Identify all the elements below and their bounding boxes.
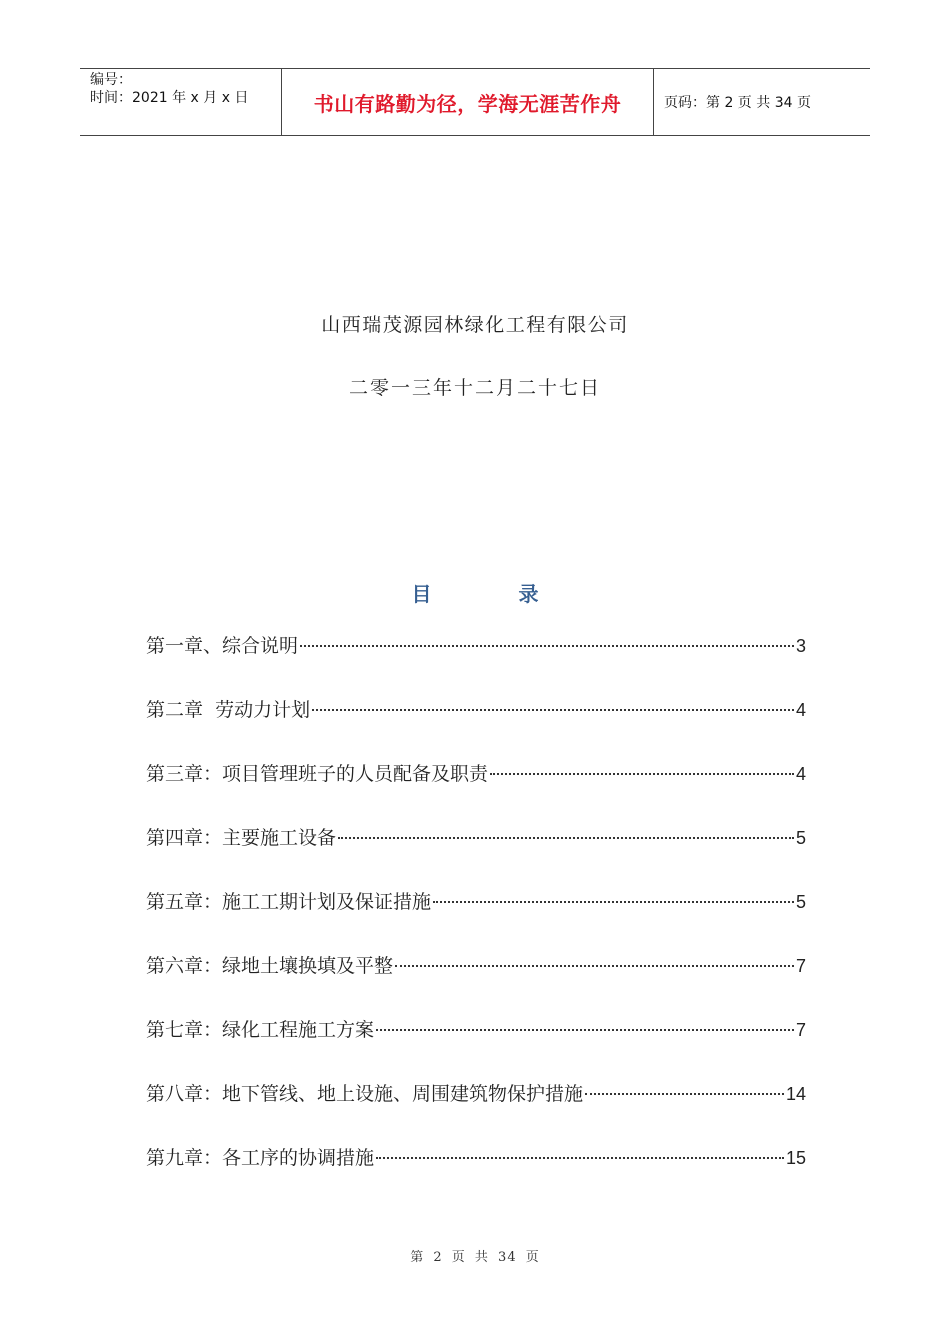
toc-entry-label: 第三章：项目管理班子的人员配备及职责 (146, 763, 489, 785)
toc-entry-page: 5 (795, 892, 806, 912)
header-meta (80, 69, 281, 135)
toc-title: 目 录 (411, 582, 579, 606)
toc-entry[interactable] (146, 822, 806, 854)
toc-entry-label: 第七章：绿化工程施工方案 (146, 1019, 375, 1041)
header-motto: 书山有路勤为径，学海无涯苦作舟 (281, 69, 654, 135)
toc-entry-page: 3 (795, 636, 806, 656)
toc-entry[interactable] (146, 758, 806, 790)
toc-leader-dots (433, 901, 794, 903)
toc-leader-dots (338, 837, 794, 839)
toc-entry[interactable] (146, 950, 806, 982)
toc-entry[interactable] (146, 630, 806, 662)
toc-leader-dots (376, 1029, 794, 1031)
page-footer: 第 2 页 共 34 页 (410, 1250, 540, 1265)
toc-entry-label: 第二章 劳动力计划 (146, 699, 311, 721)
toc-leader-dots (376, 1157, 784, 1159)
company-name: 山西瑞茂源园林绿化工程有限公司 (321, 314, 629, 336)
toc-entry[interactable] (146, 1078, 806, 1110)
toc-leader-dots (395, 965, 794, 967)
toc-entry-page: 15 (785, 1148, 806, 1168)
toc-entry-label: 第四章：主要施工设备 (146, 827, 337, 849)
toc-entry[interactable] (146, 1142, 806, 1174)
toc-entry-page: 4 (795, 764, 806, 784)
toc-leader-dots (585, 1093, 784, 1095)
toc-entry-page: 14 (785, 1084, 806, 1104)
toc-entry-page: 7 (795, 1020, 806, 1040)
toc-entry[interactable] (146, 694, 806, 726)
toc-leader-dots (312, 709, 794, 711)
toc-entry-page: 4 (795, 700, 806, 720)
toc-entry-label: 第五章：施工工期计划及保证措施 (146, 891, 432, 913)
document-header (80, 68, 870, 136)
toc-leader-dots (300, 645, 794, 647)
toc-entry-page: 5 (795, 828, 806, 848)
table-of-contents (146, 630, 806, 1206)
toc-entry[interactable] (146, 886, 806, 918)
document-date: 二零一三年十二月二十七日 (348, 377, 601, 399)
header-number-label: 编号： (90, 72, 132, 88)
header-page-info: 页码：第 2 页 共 34 页 (664, 95, 811, 111)
toc-entry-label: 第九章：各工序的协调措施 (146, 1147, 375, 1169)
toc-entry[interactable] (146, 1014, 806, 1046)
toc-entry-label: 第六章：绿地土壤换填及平整 (146, 955, 394, 977)
header-time-label: 时间：2021 年 x 月 x 日 (90, 90, 249, 106)
toc-leader-dots (490, 773, 794, 775)
toc-entry-page: 7 (795, 956, 806, 976)
toc-entry-label: 第八章：地下管线、地上设施、周围建筑物保护措施 (146, 1083, 584, 1105)
toc-entry-label: 第一章、综合说明 (146, 635, 299, 657)
